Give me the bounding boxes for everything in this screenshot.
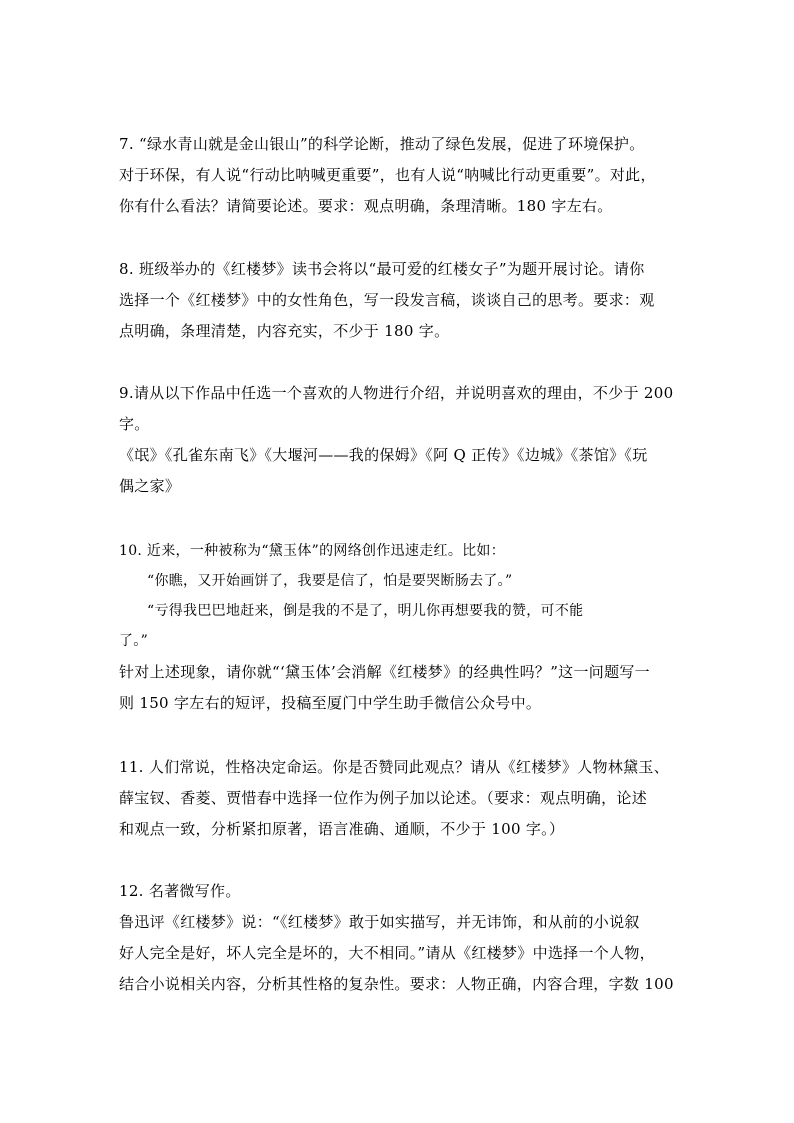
q12-line-3: 好人完全是好，坏人完全是坏的，大不相同。”请从《红楼梦》中选择一个人物， bbox=[119, 944, 655, 962]
q10-line-6: 则 150 字左右的短评，投稿至厦门中学生助手微信公众号中。 bbox=[119, 694, 542, 712]
q9-line-2: 字。 bbox=[119, 415, 150, 433]
q10-example-2: “亏得我巴巴地赶来，倒是我的不是了，明儿你再想要我的赞，可不能 bbox=[147, 603, 584, 619]
q12-line-4: 结合小说相关内容，分析其性格的复杂性。要求：人物正确，内容合理，字数 100 bbox=[119, 975, 674, 993]
q7-line-3: 你有什么看法？请简要论述。要求：观点明确，条理清晰。180 字左右。 bbox=[119, 197, 613, 215]
q7-line-1: 7. “绿水青山就是金山银山”的科学论断，推动了绿色发展，促进了环境保护。 bbox=[119, 135, 645, 153]
q8-line-1: 8. 班级举办的《红楼梦》读书会将以“最可爱的红楼女子”为题开展讨论。请你 bbox=[119, 260, 645, 278]
q10-example-2-end: 了。” bbox=[119, 633, 149, 649]
q10-line-5: 针对上述现象，请你就“‘黛玉体’会消解《红楼梦》的经典性吗？”这一问题写一 bbox=[119, 663, 650, 681]
q8-line-3: 点明确，条理清楚，内容充实，不少于 180 字。 bbox=[119, 322, 450, 340]
q9-line-1: 9.请从以下作品中任选一个喜欢的人物进行介绍，并说明喜欢的理由，不少于 200 bbox=[119, 384, 674, 402]
q11-line-1: 11. 人们常说，性格决定命运。你是否赞同此观点？请从《红楼梦》人物林黛玉、 bbox=[119, 758, 670, 776]
q10-line-1: 10. 近来，一种被称为“黛玉体”的网络创作迅速走红。比如： bbox=[119, 543, 506, 559]
q7-line-2: 对于环保，有人说“行动比呐喊更重要”，也有人说“呐喊比行动更重要”。对此， bbox=[119, 166, 656, 184]
q10-example-1: “你瞧，又开始画饼了，我要是信了，怕是要哭断肠去了。” bbox=[147, 573, 513, 589]
q9-works-line-1: 《氓》《孔雀东南飞》《大堰河——我的保姆》《阿 Q 正传》《边城》《茶馆》《玩 bbox=[119, 446, 648, 464]
q12-line-1: 12. 名著微写作。 bbox=[119, 882, 241, 900]
q11-line-3: 和观点一致，分析紧扣原著，语言准确、通顺，不少于 100 字。） bbox=[119, 820, 565, 838]
q9-works-line-2: 偶之家》 bbox=[119, 477, 181, 495]
q11-line-2: 薛宝钗、香菱、贾惜春中选择一位作为例子加以论述。（要求：观点明确，论述 bbox=[119, 789, 648, 807]
q12-line-2: 鲁迅评《红楼梦》说：“《红楼梦》敢于如实描写，并无讳饰，和从前的小说叙 bbox=[119, 913, 640, 931]
q8-line-2: 选择一个《红楼梦》中的女性角色，写一段发言稿，谈谈自己的思考。要求：观 bbox=[119, 291, 655, 309]
